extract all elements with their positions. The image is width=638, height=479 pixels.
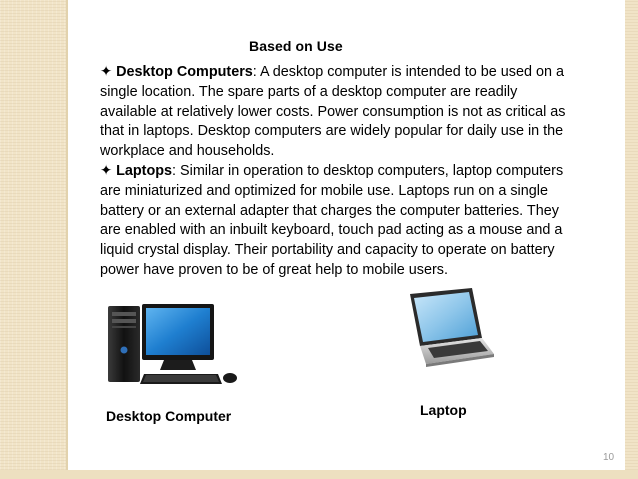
- laptop-icon: [396, 288, 496, 368]
- paragraph-laptop: [100, 162, 572, 281]
- bottom-texture-border: [0, 470, 638, 479]
- caption-desktop-computer: Desktop Computer: [106, 408, 232, 424]
- slide-body: [100, 63, 572, 281]
- left-texture-border: [0, 0, 68, 479]
- desktop-computer-icon: [104, 300, 244, 390]
- text-laptop: : Similar in operation to desktop computers, laptop computers are miniaturized and optimized for mobile use. Laptops run on a single battery or an external adapter that charges the computer batteries. They are enabled with an inbuilt keyboard, touch pad acting as a mouse and a liquid crystal display. Their portability and capacity to operate on battery power have proven to be of great help to mobile users.: [100, 162, 564, 278]
- paragraph-desktop: [100, 63, 572, 162]
- term-laptop: Laptops: [116, 162, 173, 179]
- term-desktop: Desktop Computers: [116, 64, 253, 80]
- page-number: 10: [603, 452, 615, 463]
- bullet-icon: ✦: [100, 64, 113, 80]
- right-texture-border: [625, 0, 638, 479]
- text-desktop: : A desktop computer is intended to be used on a single location. The spare parts of a desktop computer are readily available at relatively lower costs. Power consumption is not as critical as that in laptops. Desktop computers are widely popular for daily use in the workplace and households.: [100, 64, 566, 160]
- caption-laptop: Laptop: [420, 402, 467, 418]
- bullet-icon: ✦: [100, 162, 113, 179]
- slide-heading: Based on Use: [249, 38, 343, 54]
